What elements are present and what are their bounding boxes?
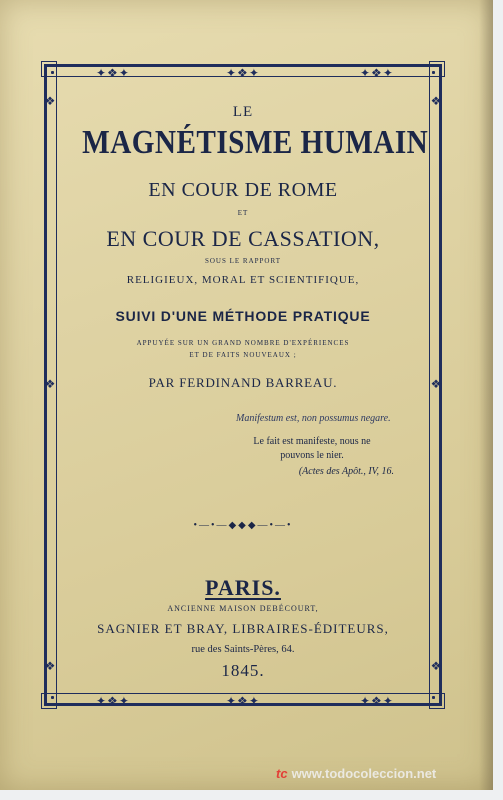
sous-le-rapport: SOUS LE RAPPORT xyxy=(204,257,282,265)
imprint-publisher: SAGNIER ET BRAY, LIBRAIRES-ÉDITEURS, xyxy=(97,621,389,636)
bottom-ornament-left: ✦❖✦ xyxy=(96,694,130,708)
corner-ornament-bottom-left xyxy=(41,693,57,709)
right-ornament-middle: ❖ xyxy=(430,377,442,391)
imprint-address: rue des Saints-Pères, 64. xyxy=(191,644,295,655)
appuyee-line: APPUYÉE SUR UN GRAND NOMBRE D'EXPÉRIENCES xyxy=(136,339,350,347)
right-ornament-upper: ❖ xyxy=(430,94,442,108)
corner-ornament-top-left xyxy=(41,61,57,77)
top-ornament-center: ✦❖✦ xyxy=(226,66,260,80)
religieux-moral-line: RELIGIEUX, MORAL ET SCIENTIFIQUE, xyxy=(126,274,360,286)
top-ornament-left: ✦❖✦ xyxy=(96,66,130,80)
subtitle-cassation: EN COUR DE CASSATION, xyxy=(106,226,380,251)
imprint-ancienne-maison: ANCIENNE MAISON DEBÉCOURT, xyxy=(167,604,319,613)
left-ornament-lower: ❖ xyxy=(44,659,56,673)
epigraph-latin: Manifestum est, non possumus negare. xyxy=(236,413,391,424)
imprint-city: PARIS. xyxy=(205,575,281,600)
ornamental-divider: •—•—◆◆◆—•—• xyxy=(193,520,293,531)
conjunction-et: ET xyxy=(237,209,249,217)
faits-nouveaux-line: ET DE FAITS NOUVEAUX ; xyxy=(189,351,297,359)
left-ornament-upper: ❖ xyxy=(44,94,56,108)
corner-ornament-top-right xyxy=(429,61,445,77)
subtitle-rome: EN COUR DE ROME xyxy=(148,179,338,201)
top-ornament-right: ✦❖✦ xyxy=(360,66,394,80)
right-ornament-lower: ❖ xyxy=(430,659,442,673)
watermark-site: www.todocoleccion.net xyxy=(291,766,437,781)
author-line: PAR FERDINAND BARREAU. xyxy=(148,375,338,390)
methode-pratique-heading: SUIVI D'UNE MÉTHODE PRATIQUE xyxy=(115,308,371,324)
epigraph-source: (Actes des Apôt., IV, 16. xyxy=(298,466,394,477)
bottom-ornament-right: ✦❖✦ xyxy=(360,694,394,708)
title-article: LE xyxy=(232,104,254,120)
watermark xyxy=(276,766,498,781)
epigraph-french-1: Le fait est manifeste, nous ne xyxy=(253,436,371,447)
main-title: MAGNÉTISME HUMAIN xyxy=(82,124,429,161)
imprint-year: 1845. xyxy=(221,661,265,680)
bottom-ornament-center: ✦❖✦ xyxy=(226,694,260,708)
left-ornament-middle: ❖ xyxy=(44,377,56,391)
epigraph-french-2: pouvons le nier. xyxy=(280,450,344,461)
watermark-logo: tc xyxy=(276,766,288,781)
corner-ornament-bottom-right xyxy=(429,693,445,709)
